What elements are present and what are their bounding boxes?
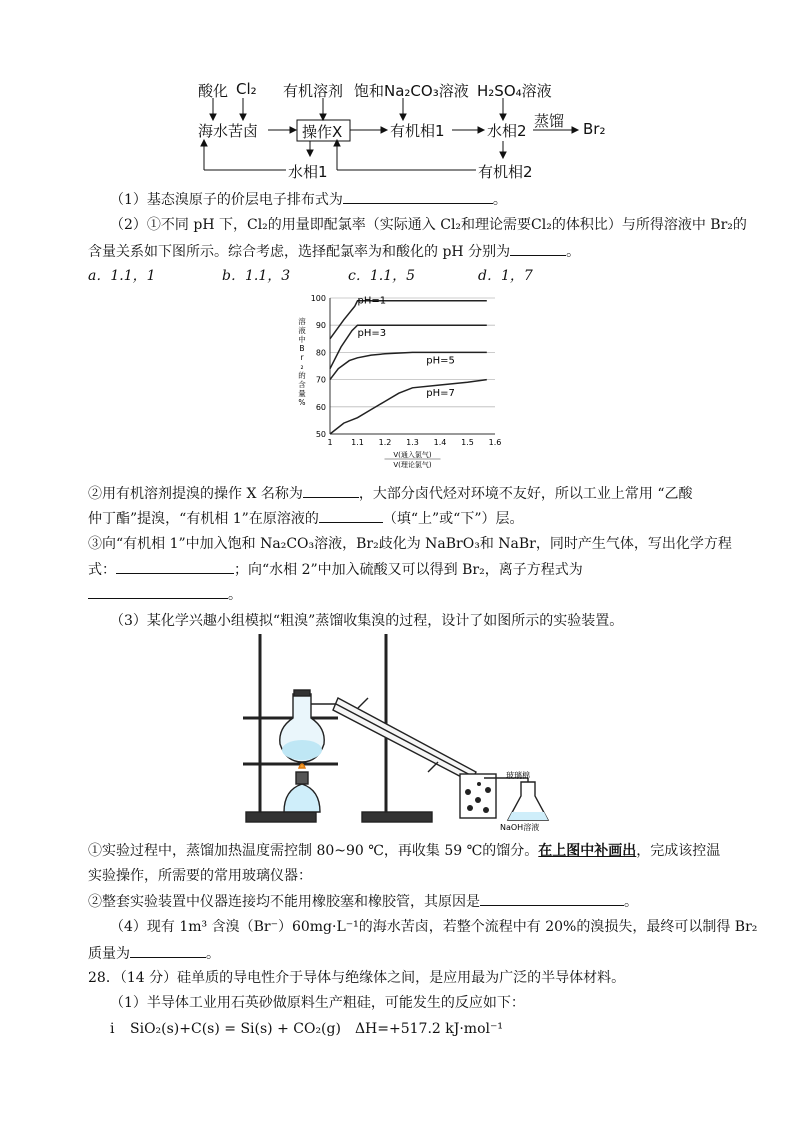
q2-option-a[interactable]: a．1.1，1: [88, 268, 156, 284]
q2-sub2-text2: ，大部分卤代烃对环境不友好，所以工业上常用 “乙酸: [358, 486, 693, 502]
q2-sub2-text3: 仲丁酯”提溴，“有机相 1”在原溶液的: [88, 511, 319, 527]
q3-sub2-text: ②整套实验装置中仪器连接均不能用橡胶塞和橡胶管，其原因是: [88, 894, 480, 910]
q4-line2-text: 质量为: [88, 946, 130, 962]
q2-line2: [88, 241, 580, 262]
q3-sub1-line2: 实验操作，所需要的常用玻璃仪器：: [88, 868, 312, 884]
q3-sub2: [88, 891, 638, 912]
q2-line1: （2）①不同 pH 下，Cl₂的用量即配氯率（实际通入 Cl₂和理论需要Cl₂的体积比）与所得溶液中 Br₂的: [110, 217, 747, 233]
distillation-apparatus: [238, 632, 568, 834]
q4-line2: [88, 943, 220, 964]
x-axis-label-numerator: V(通入氯气): [393, 451, 432, 459]
br2-content-chart: [290, 290, 510, 475]
q2-sub3-line1: ③向“有机相 1”中加入饱和 Na₂CO₃溶液，Br₂歧化为 NaBrO₃和 NaBr，同时产生气体，写出化学方程: [88, 536, 732, 552]
flow-label-organic-solvent: 有机溶剂: [283, 82, 344, 100]
y-tick-label: 70: [315, 375, 326, 385]
q3-sub1-line1: [88, 841, 720, 861]
q28-reaction-i: SiO₂(s)+C(s) = Si(s) + CO₂(g) ΔH=+517.2 kJ·mol⁻¹: [130, 1021, 503, 1037]
q3-sub1-text-a: ①实验过程中，蒸馏加热温度需控制 80~90 ℃，再收集 59 ℃的馏分。: [88, 843, 539, 859]
q2-line2-end: 。: [566, 244, 581, 260]
series-label: pH=3: [357, 328, 387, 340]
q3-intro: （3）某化学兴趣小组模拟“粗溴”蒸馏收集溴的过程，设计了如图所示的实验装置。: [110, 613, 624, 629]
question-1: [110, 189, 507, 210]
q3-sub2-end: 。: [624, 894, 638, 910]
q4-line1: （4）现有 1m³ 含溴（Br⁻）60mg·L⁻¹的海水苦卤，若整个流程中有 20%的溴损失，最终可以制得 Br₂: [110, 919, 758, 935]
naoh-solution-label: NaOH溶液: [500, 823, 540, 832]
flow-label-na2co3: 饱和Na₂CO₃溶液: [354, 82, 469, 100]
y-tick-label: 60: [315, 402, 326, 412]
q2-sub3-text2: ；向“水相 2”中加入硫酸又可以得到 Br₂，离子方程式为: [234, 562, 583, 578]
q2-sub3-line3: [88, 584, 242, 605]
y-axis-label-char: B: [299, 344, 305, 353]
q4-answer-blank[interactable]: [130, 943, 206, 958]
q1-text: （1）基态溴原子的价层电子排布式为: [110, 192, 343, 208]
q28-line2: （1）半导体工业用石英砂做原料生产粗硅，可能发生的反应如下：: [110, 995, 525, 1011]
x-tick-label: 1.6: [488, 438, 502, 447]
series-line-pH-1: [330, 301, 487, 339]
x-tick-label: 1: [327, 438, 333, 447]
q2-sub2-line1: [88, 483, 692, 504]
q28-line1: 28．（14 分）硅单质的导电性介于导体与绝缘体之间，是应用最为广泛的半导体材料。: [88, 970, 626, 986]
flow-label-h2so4: H₂SO₄溶液: [477, 82, 552, 100]
q2-sub2-line2: [88, 508, 523, 529]
flow-label-acidify: 酸化: [198, 82, 229, 100]
q2-sub2-blank2[interactable]: [319, 508, 383, 523]
y-tick-label: 100: [310, 294, 326, 303]
y-tick-label: 90: [315, 321, 326, 331]
series-line-pH-3: [330, 325, 487, 369]
glass-wool-label: 玻璃棉: [506, 771, 530, 780]
y-axis-label-char: 量: [298, 389, 306, 398]
x-tick-label: 1.1: [351, 438, 364, 447]
q2-sub3-end: 。: [228, 587, 242, 603]
series-line-pH-5: [330, 352, 487, 379]
flow-node-water-1: 水相1: [288, 163, 328, 181]
x-tick-label: 1.5: [461, 438, 474, 447]
y-axis-label-char: r: [300, 353, 304, 362]
q3-sub1-text-c: ，完成该控温: [636, 843, 721, 859]
flow-label-distill: 蒸馏: [534, 112, 565, 130]
y-tick-label: 80: [315, 348, 326, 358]
y-axis-label-char: ₂: [300, 362, 304, 371]
q3-sub2-blank[interactable]: [480, 891, 624, 906]
q2-sub2-blank1[interactable]: [303, 483, 359, 498]
flow-node-organic-2: 有机相2: [478, 163, 533, 181]
series-label: pH=1: [357, 295, 387, 307]
q2-sub2-text1: ②用有机溶剂提溴的操作 X 名称为: [88, 486, 303, 502]
x-tick-label: 1.4: [433, 438, 447, 447]
x-tick-label: 1.3: [406, 438, 419, 447]
q2-sub3-blank2[interactable]: [88, 584, 228, 599]
y-tick-label: 50: [315, 430, 326, 439]
q2-sub2-text4: （填“上”或“下”）层。: [382, 511, 524, 527]
q2-option-b[interactable]: b．1.1，3: [222, 268, 291, 284]
q2-option-c[interactable]: c．1.1，5: [348, 268, 416, 284]
q2-sub3-blank1[interactable]: [116, 559, 234, 574]
flow-node-br2: Br₂: [583, 120, 606, 138]
series-label: pH=5: [426, 355, 455, 367]
q2-answer-blank[interactable]: [510, 241, 566, 256]
q4-line2-end: 。: [206, 946, 220, 962]
flow-label-cl2: Cl₂: [236, 80, 257, 98]
q1-end: 。: [492, 192, 507, 208]
q2-sub3-text1: 式：: [88, 562, 116, 578]
q1-answer-blank[interactable]: [343, 189, 493, 204]
flow-node-seawater: 海水苦卤: [198, 122, 259, 140]
y-axis-label-char: 的: [298, 371, 306, 380]
y-axis-label-char: 液: [298, 326, 306, 335]
y-axis-label-char: 中: [298, 335, 306, 344]
x-axis-label-denominator: V(理论氯气): [393, 461, 432, 469]
y-axis-label-char: 溶: [298, 317, 306, 326]
q3-sub1-text-b: 在上图中补画出: [538, 843, 637, 859]
flow-node-water-2: 水相2: [487, 122, 527, 140]
q28-roman-i: i: [110, 1021, 115, 1037]
q2-option-d[interactable]: d．1，7: [478, 268, 533, 284]
series-label: pH=7: [426, 387, 455, 399]
flow-node-organic-1: 有机相1: [390, 122, 445, 140]
flow-node-operation-x: 操作X: [302, 123, 343, 141]
q2-sub3-line2: [88, 559, 583, 580]
q2-line2-text: 含量关系如下图所示。综合考虑，选择配氯率为和酸化的 pH 分别为: [88, 244, 511, 260]
y-axis-label-char: 含: [298, 380, 306, 389]
y-axis-label-char: %: [298, 398, 306, 407]
x-tick-label: 1.2: [378, 438, 392, 447]
q28-line3: [110, 1019, 503, 1039]
